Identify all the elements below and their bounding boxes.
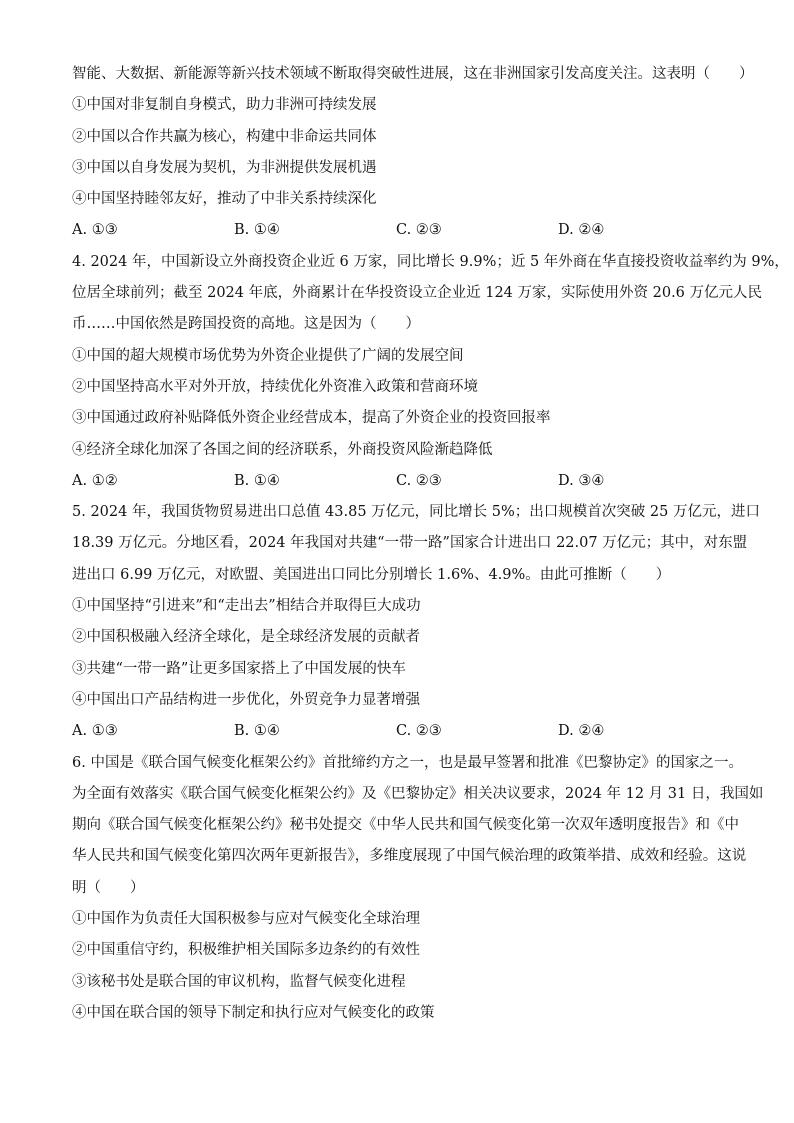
answer-item: ④中国坚持睦邻友好，推动了中非关系持续深化 — [72, 191, 377, 208]
question-stem-line: 6. 中国是《联合国气候变化框架公约》首批缔约方之一，也是最早签署和批准《巴黎协定》的国家之一。 — [72, 754, 743, 771]
choice-c: C. ②③ — [396, 472, 442, 489]
answer-item: ②中国积极融入经济全球化，是全球经济发展的贡献者 — [72, 629, 420, 646]
exam-page — [72, 64, 789, 1034]
question-3 — [72, 64, 754, 252]
choice-c: C. ②③ — [396, 723, 442, 740]
choice-options — [72, 220, 732, 251]
choice-b: B. ①④ — [234, 472, 280, 489]
choice-a: A. ①③ — [72, 723, 118, 740]
answer-item: ①中国对非复制自身模式，助力非洲可持续发展 — [72, 97, 377, 114]
choice-b: B. ①④ — [234, 723, 280, 740]
answer-item: ④中国出口产品结构进一步优化，外贸竞争力显著增强 — [72, 691, 420, 708]
choice-d: D. ③④ — [558, 472, 605, 489]
question-stem-line: 为全面有效落实《联合国气候变化框架公约》及《巴黎协定》相关决议要求，2024 年 12 月 31 日，我国如 — [72, 785, 764, 802]
question-stem-line: 18.39 万亿元。分地区看，2024 年我国对共建“一带一路”国家合计进出口 22.07 万亿元；其中，对东盟 — [72, 535, 748, 552]
choice-c: C. ②③ — [396, 222, 442, 239]
answer-item: ③中国通过政府补贴降低外资企业经营成本，提高了外资企业的投资回报率 — [72, 410, 551, 427]
choice-options — [72, 721, 732, 752]
choice-b: B. ①④ — [234, 222, 280, 239]
choice-a: A. ①② — [72, 472, 118, 489]
answer-item: ②中国重信守约，积极维护相关国际多边条约的有效性 — [72, 942, 420, 959]
answer-item: ③共建“一带一路”让更多国家搭上了中国发展的快车 — [72, 660, 406, 677]
answer-item: ①中国作为负责任大国积极参与应对气候变化全球治理 — [72, 911, 420, 928]
answer-item: ①中国的超大规模市场优势为外资企业提供了广阔的发展空间 — [72, 347, 464, 364]
question-stem-line: 位居全球前列；截至 2024 年底，外商累计在华投资设立企业近 124 万家，实际使用外资 20.6 万亿元人民 — [72, 285, 763, 302]
answer-item: ②中国以合作共赢为核心，构建中非命运共同体 — [72, 128, 377, 145]
question-stem-line: 4. 2024 年，中国新设立外商投资企业近 6 万家，同比增长 9.9%；近 5 年外商在华直接投资收益率约为 9%， — [72, 253, 789, 270]
answer-item: ①中国坚持“引进来”和“走出去”相结合并取得巨大成功 — [72, 598, 421, 615]
choice-d: D. ②④ — [558, 723, 605, 740]
question-stem-line: 华人民共和国气候变化第四次两年更新报告》，多维度展现了中国气候治理的政策举措、成效和经验。这说 — [72, 848, 747, 865]
question-6 — [72, 753, 764, 1035]
question-stem-line: 期向《联合国气候变化框架公约》秘书处提交《中华人民共和国气候变化第一次双年透明度报告》和《中 — [72, 817, 739, 834]
answer-item: ④中国在联合国的领导下制定和执行应对气候变化的政策 — [72, 1004, 435, 1021]
answer-item: ③中国以自身发展为契机，为非洲提供发展机遇 — [72, 159, 377, 176]
question-stem-line: 进出口 6.99 万亿元，对欧盟、美国进出口同比分别增长 1.6%、4.9%。由此可推断（ ） — [72, 566, 671, 583]
choice-options — [72, 471, 732, 502]
question-4 — [72, 252, 789, 502]
question-stem-line: 5. 2024 年，我国货物贸易进出口总值 43.85 万亿元，同比增长 5%；出口规模首次突破 25 万亿元，进口 — [72, 504, 760, 521]
choice-d: D. ②④ — [558, 222, 605, 239]
question-5 — [72, 502, 760, 752]
question-stem-line: 明（ ） — [72, 879, 145, 896]
answer-item: ④经济全球化加深了各国之间的经济联系，外商投资风险渐趋降低 — [72, 441, 493, 458]
choice-a: A. ①③ — [72, 222, 118, 239]
question-stem-line: 币……中国依然是跨国投资的高地。这是因为（ ） — [72, 316, 420, 333]
question-stem: 智能、大数据、新能源等新兴技术领域不断取得突破性进展，这在非洲国家引发高度关注。这表明（ ） — [72, 66, 754, 82]
answer-item: ③该秘书处是联合国的审议机构，监督气候变化进程 — [72, 973, 406, 990]
answer-item: ②中国坚持高水平对外开放，持续优化外资准入政策和营商环境 — [72, 378, 478, 395]
